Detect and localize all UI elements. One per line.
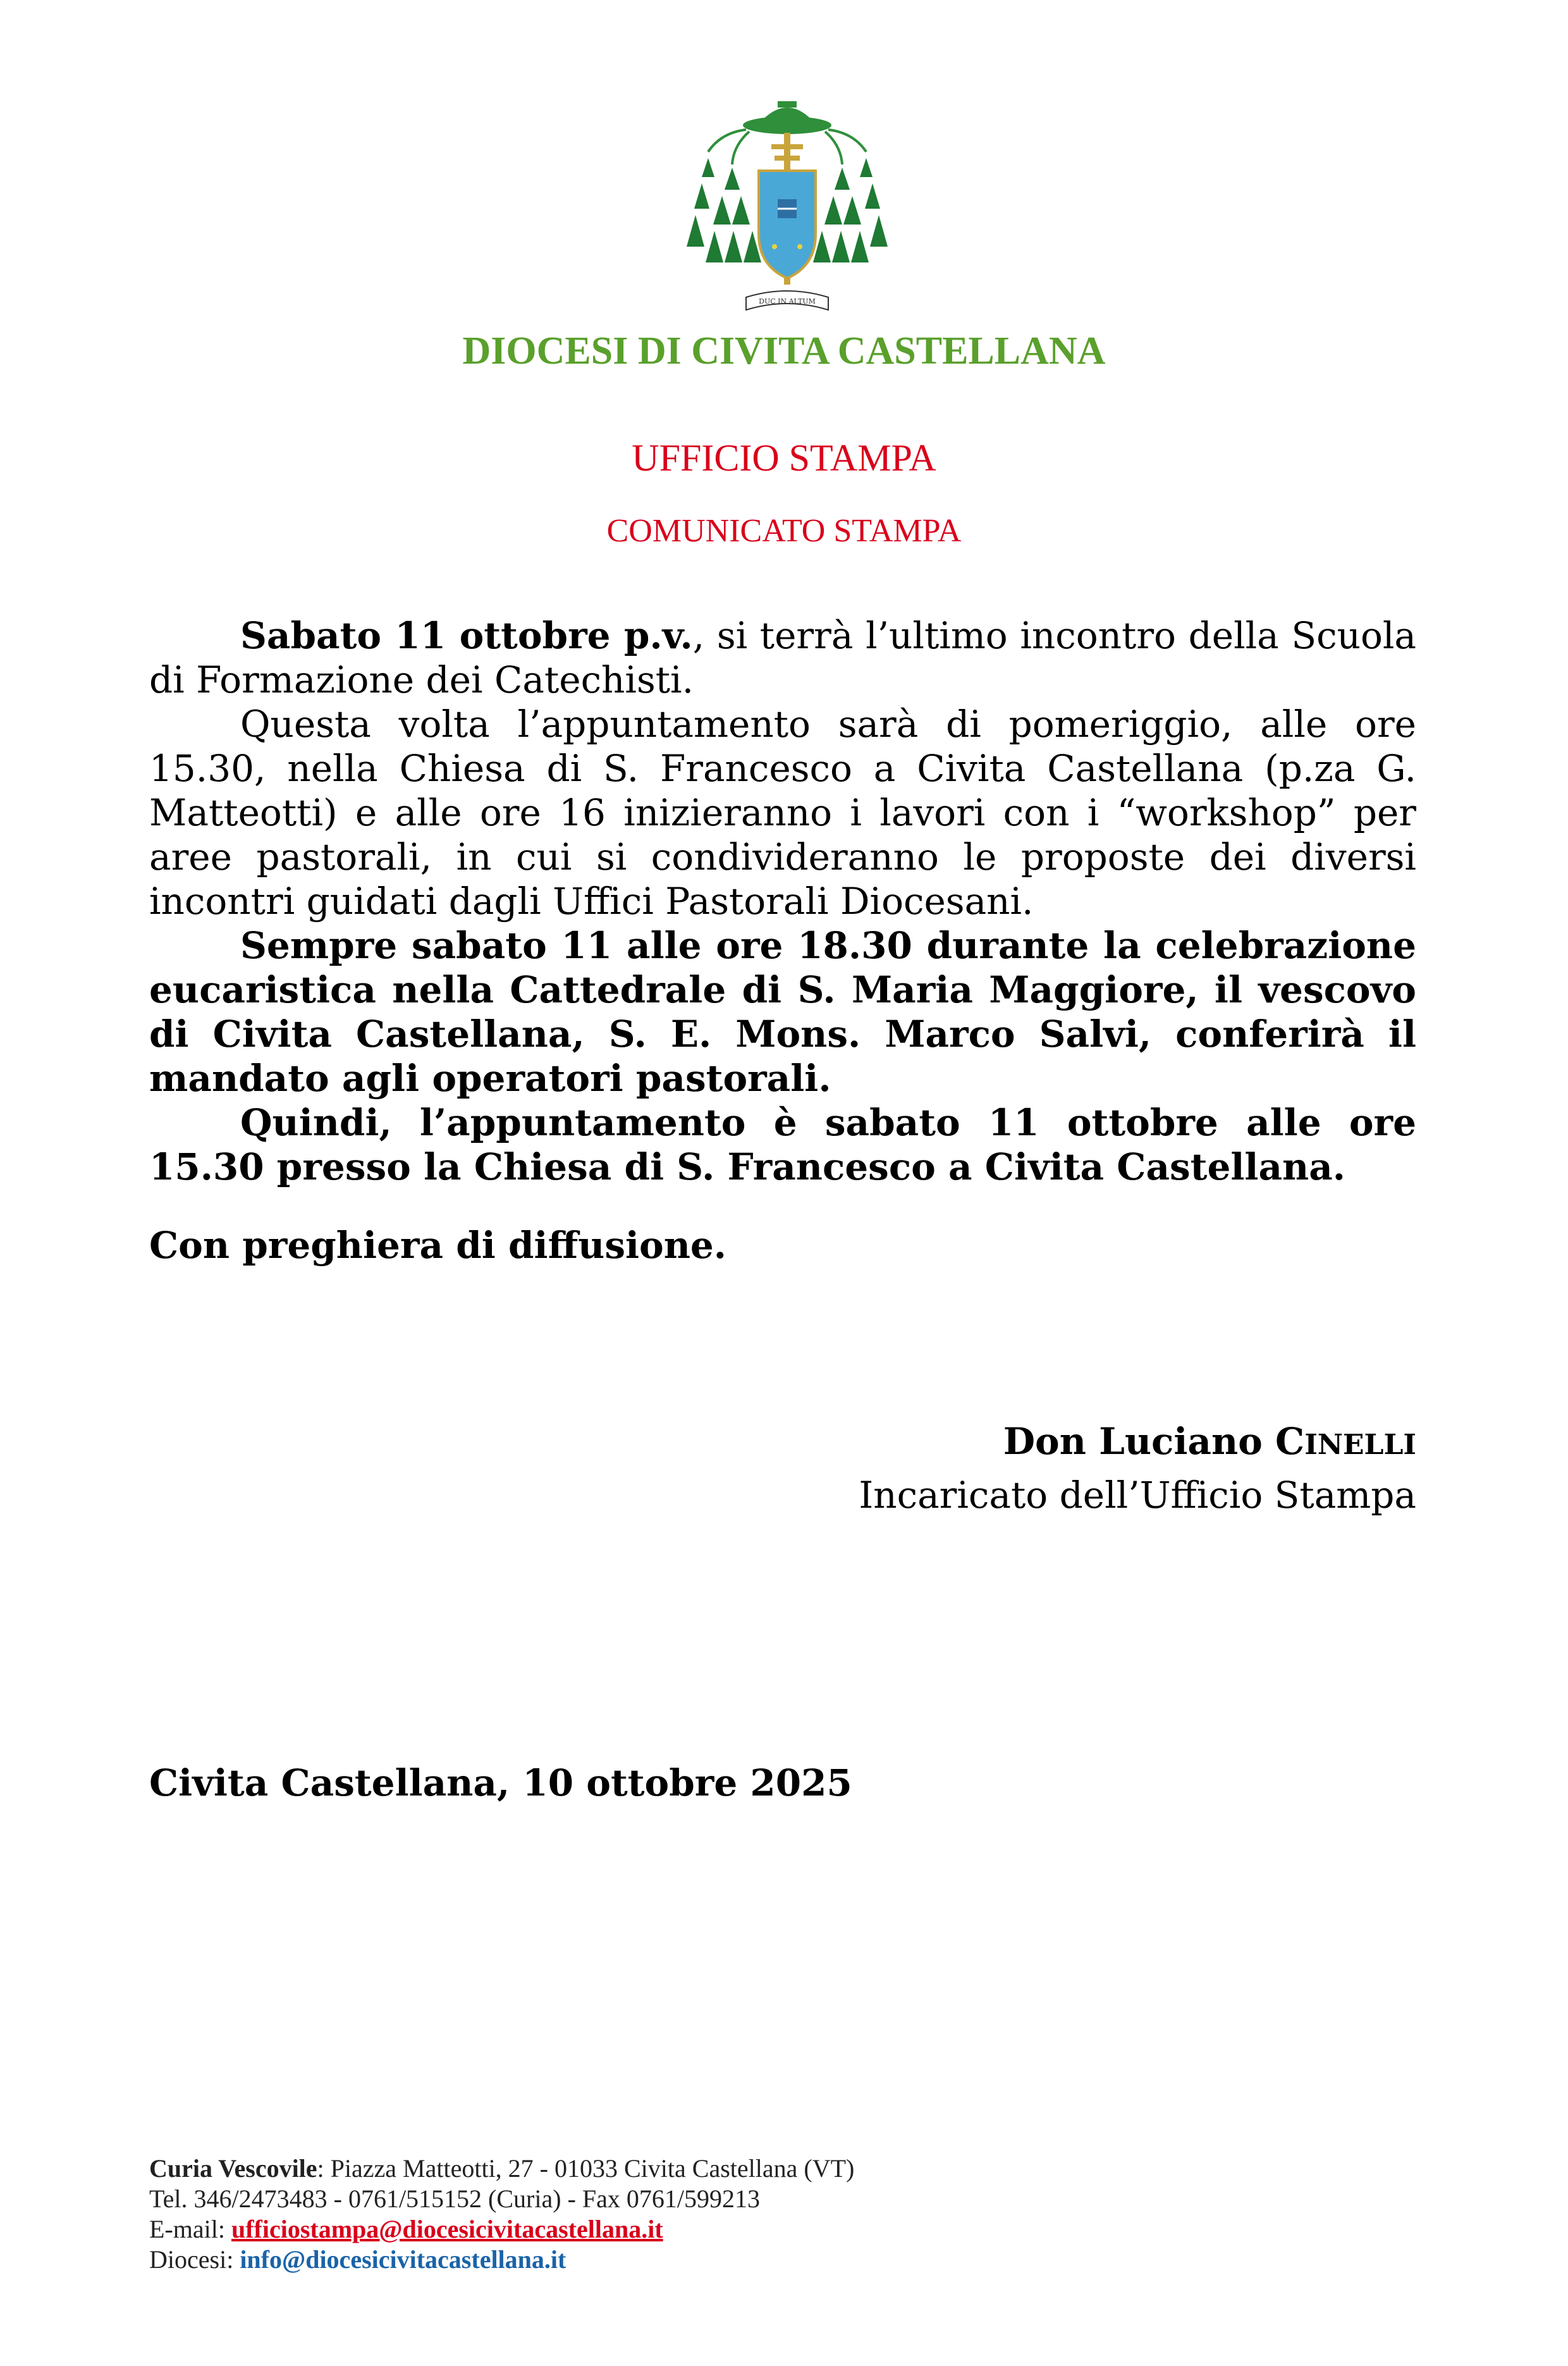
footer-diocese-email: Diocesi: info@diocesicivitacastellana.it xyxy=(149,2245,567,2274)
paragraph-4: Quindi, l’appuntamento è sabato 11 ottobre alle ore 15.30 presso la Chiesa di S. Francesco a Civita Castellana. xyxy=(149,1101,1416,1188)
email-link[interactable]: ufficiostampa@diocesicivitacastellana.it xyxy=(231,2215,663,2243)
paragraph-1-date: Sabato 11 ottobre p.v. xyxy=(240,614,693,657)
closing-line: Con preghiera di diffusione. xyxy=(149,1224,726,1267)
press-release-heading: COMUNICATO STAMPA xyxy=(606,513,962,549)
diocese-email-link[interactable]: info@diocesicivitacastellana.it xyxy=(240,2245,567,2274)
diocese-title: DIOCESI DI CIVITA CASTELLANA xyxy=(462,330,1106,373)
signature-role: Incaricato dell’Ufficio Stampa xyxy=(859,1474,1416,1517)
signature-name: Don Luciano CINELLI xyxy=(1003,1420,1416,1463)
footer-email: E-mail: ufficiostampa@diocesicivitacastellana.it xyxy=(149,2215,663,2243)
office-title: UFFICIO STAMPA xyxy=(632,437,936,479)
paragraph-1-text: , si terrà l’ultimo incontro della Scuola di Formazione dei Catechisti. xyxy=(149,614,1416,701)
press-release-body xyxy=(149,613,1416,1267)
footer-address: Curia Vescovile: Piazza Matteotti, 27 - 01033 Civita Castellana (VT) xyxy=(149,2154,855,2183)
crest-motto: DUC IN ALTUM xyxy=(759,297,816,305)
paragraph-3: Sempre sabato 11 alle ore 18.30 durante la celebrazione eucaristica nella Cattedrale di S. Maria Maggiore, il vescovo di Civita Castellana, S. E. Mons. Marco Salvi, conferirà il mandato agli operatori pastorali. xyxy=(149,924,1416,1100)
footer-contacts xyxy=(149,2153,854,2275)
coat-of-arms-icon xyxy=(683,95,891,323)
paragraph-2: Questa volta l’appuntamento sarà di pomeriggio, alle ore 15.30, nella Chiesa di S. Francesco a Civita Castellana (p.za G. Matteotti) e alle ore 16 inizieranno i lavori con i “workshop” per aree pastorali, in cui si condivideranno le proposte dei diversi incontri guidati dagli Uffici Pastorali Diocesani. xyxy=(149,703,1416,923)
document-date: Civita Castellana, 10 ottobre 2025 xyxy=(149,1761,852,1804)
paragraph-1 xyxy=(149,613,1416,702)
footer-phone: Tel. 346/2473483 - 0761/515152 (Curia) - Fax 0761/599213 xyxy=(149,2184,760,2213)
